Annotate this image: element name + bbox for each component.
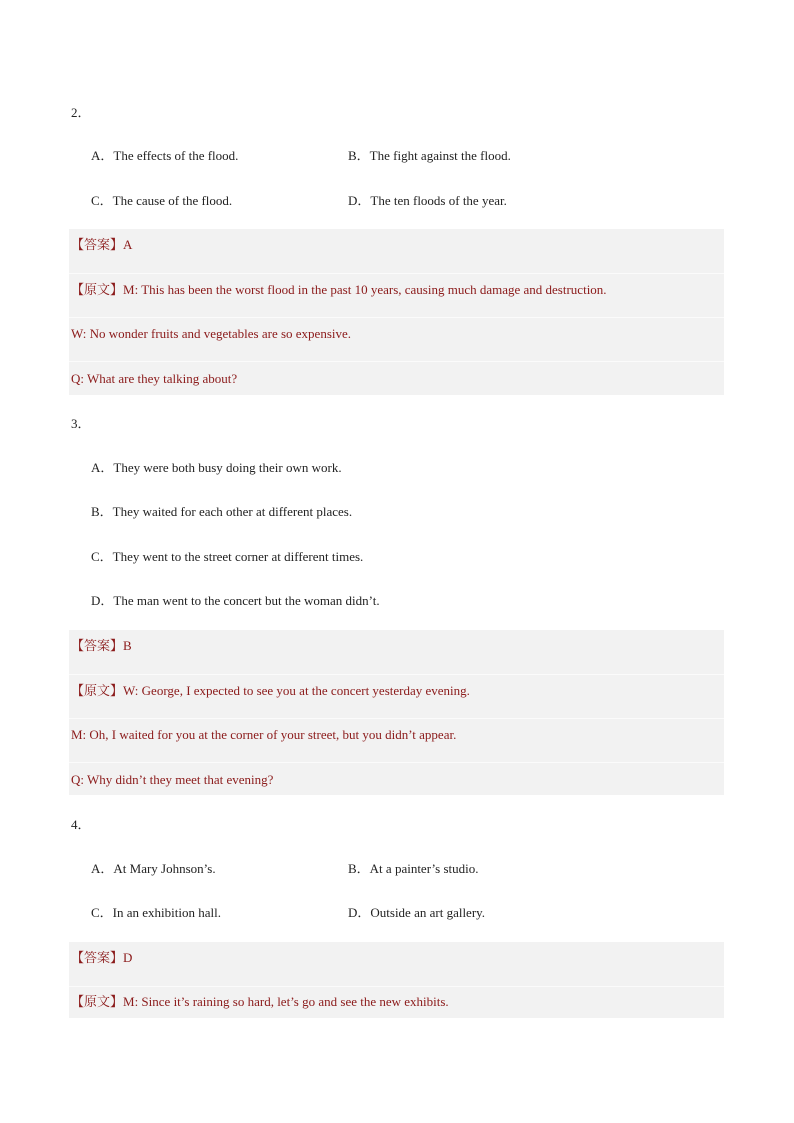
option-c [91,904,221,922]
option-letter: C． [91,905,113,920]
answer-line [71,236,132,254]
transcript-text: M: This has been the worst flood in the past 10 years, causing much damage and destruction. [123,282,607,297]
option-text: In an exhibition hall. [112,905,221,920]
divider [69,762,724,763]
option-text: The man went to the concert but the woman didn’t. [113,593,380,608]
option-text: They were both busy doing their own work. [113,460,342,475]
answer-block [69,229,724,395]
answer-tag: 【答案】 [71,950,124,965]
transcript-text: M: Since it’s raining so hard, let’s go and see the new exhibits. [123,994,449,1009]
answer-value: B [123,638,132,653]
divider [69,361,724,362]
option-letter: B． [348,861,370,876]
transcript-tag: 【原文】 [71,282,124,297]
option-letter: D． [348,193,371,208]
answer-tag: 【答案】 [71,237,124,252]
transcript-line: Q: Why didn’t they meet that evening? [71,772,274,787]
answer-block [69,942,724,1018]
transcript-line [71,281,607,299]
answer-value: A [123,237,133,252]
transcript-line: M: Oh, I waited for you at the corner of your street, but you didn’t appear. [71,727,457,742]
option-b [348,860,478,878]
option-text: They went to the street corner at different times. [112,549,364,564]
option-letter: D． [91,593,114,608]
option-text: The ten floods of the year. [370,193,507,208]
option-letter: C． [91,193,113,208]
option-d [91,592,380,610]
divider [69,674,724,675]
transcript-tag: 【原文】 [71,683,124,698]
option-d [348,904,485,922]
divider [69,986,724,987]
answer-tag: 【答案】 [71,638,124,653]
divider [69,718,724,719]
transcript-line [71,682,470,700]
option-a [91,147,238,165]
option-c [91,192,232,210]
transcript-text: W: George, I expected to see you at the concert yesterday evening. [123,683,470,698]
option-a [91,459,342,477]
answer-line [71,637,132,655]
option-letter: C． [91,549,113,564]
answer-value: D [123,950,133,965]
option-text: At Mary Johnson’s. [113,861,216,876]
question-number: 2． [71,105,91,120]
option-a [91,860,216,878]
transcript-line: Q: What are they talking about? [71,371,238,386]
option-text: At a painter’s studio. [369,861,479,876]
option-b [91,503,352,521]
transcript-tag: 【原文】 [71,994,124,1009]
option-letter: A． [91,861,114,876]
question-number: 3． [71,416,91,431]
option-d [348,192,507,210]
option-text: The cause of the flood. [112,193,233,208]
option-text: The effects of the flood. [113,148,239,163]
option-b [348,147,511,165]
option-text: Outside an art gallery. [370,905,486,920]
option-letter: B． [91,504,113,519]
option-text: They waited for each other at different places. [112,504,353,519]
option-letter: D． [348,905,371,920]
answer-block [69,630,724,795]
option-letter: B． [348,148,370,163]
divider [69,317,724,318]
option-letter: A． [91,460,114,475]
option-text: The fight against the flood. [369,148,511,163]
answer-line [71,949,132,967]
option-c [91,548,363,566]
option-letter: A． [91,148,114,163]
divider [69,273,724,274]
transcript-line: W: No wonder fruits and vegetables are so expensive. [71,326,352,341]
transcript-line [71,993,449,1011]
question-number: 4． [71,817,91,832]
